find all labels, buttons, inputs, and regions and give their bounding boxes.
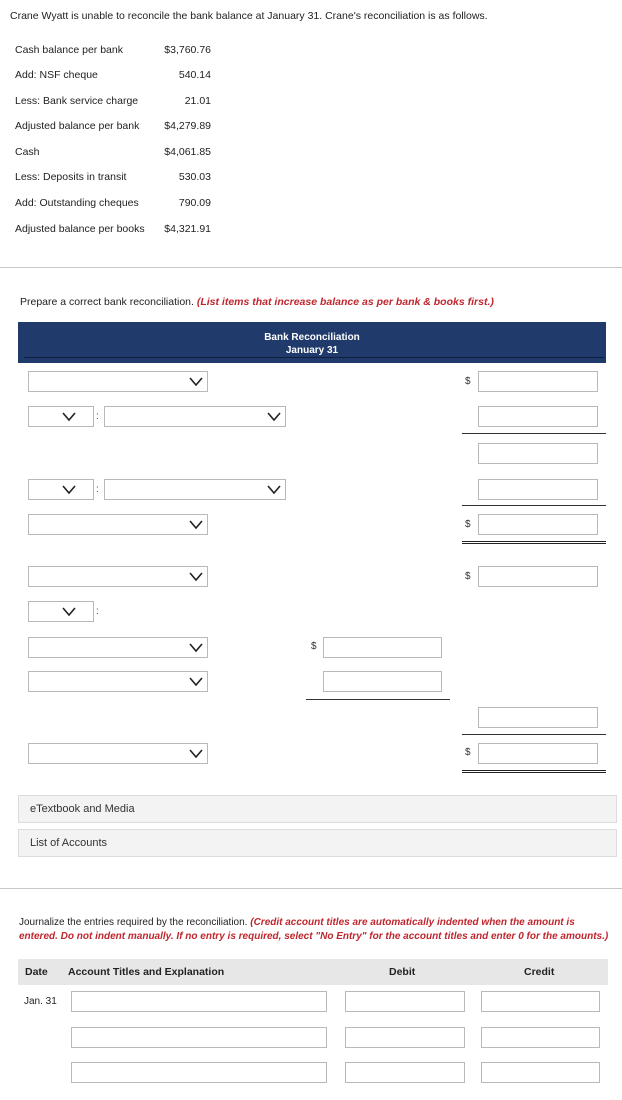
debit-input[interactable] (345, 1062, 465, 1083)
account-select[interactable] (28, 743, 208, 764)
account-select[interactable] (104, 406, 286, 427)
amount-input[interactable] (478, 479, 598, 500)
credit-input[interactable] (481, 1027, 600, 1048)
credit-input[interactable] (481, 1062, 600, 1083)
account-select[interactable] (28, 514, 208, 535)
journal-table-header (18, 959, 608, 985)
given-row-value: 21.01 (184, 95, 211, 107)
amount-input[interactable] (478, 371, 598, 392)
amount-input[interactable] (478, 743, 598, 764)
underline (306, 699, 450, 700)
add-less-select[interactable] (28, 601, 94, 622)
intro-text: Crane Wyatt is unable to reconcile the bank balance at January 31. Crane's reconciliation is as follows. (10, 10, 488, 22)
given-row-value: 540.14 (178, 69, 211, 81)
reconciliation-date: January 31 (285, 345, 339, 356)
dollar-sign: $ (465, 376, 471, 387)
dollar-sign: $ (465, 747, 471, 758)
colon-separator: : (96, 484, 99, 495)
account-title-input[interactable] (71, 991, 327, 1012)
prepare-note: (List items that increase balance as per bank & books first.) (196, 296, 494, 308)
amount-input[interactable] (478, 514, 598, 535)
chevron-down-icon (188, 374, 204, 388)
amount-input[interactable] (323, 671, 442, 692)
credit-input[interactable] (481, 991, 600, 1012)
journalize-text: Journalize the entries required by the reconciliation. (19, 917, 248, 928)
chevron-down-icon (188, 517, 204, 531)
prepare-instruction (20, 296, 494, 308)
chevron-down-icon (188, 569, 204, 583)
account-title-input[interactable] (71, 1062, 327, 1083)
given-row-label: Adjusted balance per books (15, 223, 145, 235)
given-row-value: $3,760.76 (164, 44, 211, 56)
section-divider (0, 888, 622, 889)
given-row-label: Add: NSF cheque (15, 69, 98, 81)
colon-separator: : (96, 411, 99, 422)
add-less-select[interactable] (28, 406, 94, 427)
double-underline (462, 541, 606, 544)
col-account-titles: Account Titles and Explanation (68, 966, 225, 978)
account-select[interactable] (28, 371, 208, 392)
col-credit: Credit (524, 966, 555, 978)
dollar-sign: $ (465, 519, 471, 530)
underline (462, 505, 606, 506)
chevron-down-icon (61, 482, 77, 496)
journalize-instruction (19, 916, 615, 944)
list-of-accounts-panel[interactable]: List of Accounts (18, 829, 617, 857)
chevron-down-icon (266, 409, 282, 423)
double-underline (462, 770, 606, 773)
chevron-down-icon (188, 640, 204, 654)
underline (462, 433, 606, 434)
debit-input[interactable] (345, 1027, 465, 1048)
amount-input[interactable] (323, 637, 442, 658)
dollar-sign: $ (465, 571, 471, 582)
add-less-select[interactable] (28, 479, 94, 500)
amount-input[interactable] (478, 566, 598, 587)
chevron-down-icon (266, 482, 282, 496)
given-row-label: Less: Bank service charge (15, 95, 139, 107)
journalize-note: (Credit account titles are automatically indented when the amount is entered. Do not indent manually. If no entry is required, select "No Entry" for the account titles and enter 0 for the amounts.) (19, 917, 609, 942)
section-divider (0, 267, 622, 268)
chevron-down-icon (61, 604, 77, 618)
given-row-label: Less: Deposits in transit (15, 171, 127, 183)
account-select[interactable] (104, 479, 286, 500)
chevron-down-icon (188, 674, 204, 688)
given-row-value: $4,321.91 (164, 223, 211, 235)
given-row-label: Adjusted balance per bank (15, 120, 140, 132)
given-row-label: Add: Outstanding cheques (15, 197, 139, 209)
underline (462, 734, 606, 735)
account-title-input[interactable] (71, 1027, 327, 1048)
chevron-down-icon (188, 746, 204, 760)
col-debit: Debit (389, 966, 416, 978)
amount-input[interactable] (478, 406, 598, 427)
debit-input[interactable] (345, 991, 465, 1012)
account-select[interactable] (28, 566, 208, 587)
account-select[interactable] (28, 671, 208, 692)
given-row-value: $4,279.89 (164, 120, 211, 132)
etextbook-panel[interactable]: eTextbook and Media (18, 795, 617, 823)
colon-separator: : (96, 606, 99, 617)
given-row-value: $4,061.85 (164, 146, 211, 158)
given-row-value: 790.09 (178, 197, 211, 209)
prepare-text: Prepare a correct bank reconciliation. (20, 296, 194, 308)
given-row-value: 530.03 (178, 171, 211, 183)
reconciliation-title: Bank Reconciliation (264, 332, 360, 343)
header-underline (24, 357, 604, 358)
account-select[interactable] (28, 637, 208, 658)
given-row-label: Cash balance per bank (15, 44, 123, 56)
amount-input[interactable] (478, 443, 598, 464)
journal-date: Jan. 31 (24, 996, 57, 1007)
given-row-label: Cash (15, 146, 40, 158)
col-date: Date (25, 966, 48, 978)
amount-input[interactable] (478, 707, 598, 728)
chevron-down-icon (61, 409, 77, 423)
dollar-sign: $ (311, 641, 317, 652)
